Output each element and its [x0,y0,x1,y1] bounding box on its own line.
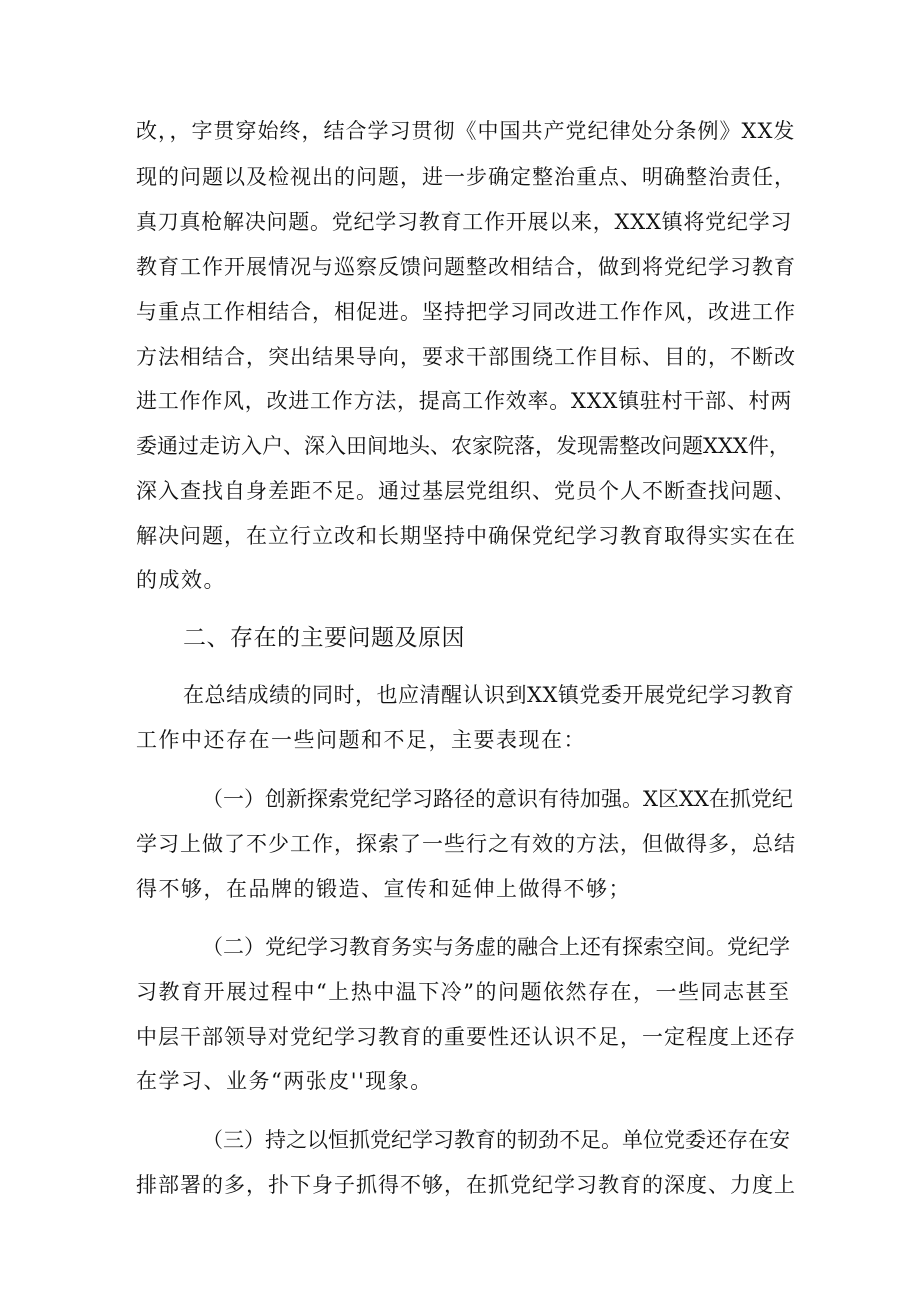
list-item-line: （一）创新探索党纪学习路径的意识有待加强。X区XX在抓党纪 [202,787,793,811]
list-item-line: 习教育开展过程中“上热中温下冷”的问题依然存在，一些同志甚至 [136,980,791,1004]
section-heading: 二、存在的主要问题及原因 [183,625,465,651]
list-item-line: 得不够，在品牌的锻造、宣传和延伸上做得不够； [136,877,631,901]
list-item-line: （三）持之以恒抓党纪学习教育的韧劲不足。单位党委还存在安 [202,1128,790,1152]
paragraph-line: 委通过走访入户、深入田间地头、农家院落，发现需整改问题XXX件， [136,434,790,458]
list-item-line: 在学习、业务“两张皮''现象。 [136,1069,433,1093]
list-item-line: 中层干部领导对党纪学习教育的重要性还认识不足，一定程度上还存 [136,1025,796,1049]
paragraph-line: 真刀真枪解决问题。党纪学习教育工作开展以来，XXX镇将党纪学习 [136,210,793,234]
paragraph-line: 现的问题以及检视出的问题，进一步确定整治重点、明确整治责任， [136,165,796,189]
paragraph-line: 与重点工作相结合，相促进。坚持把学习同改进工作作风，改进工作 [136,300,796,324]
paragraph-line: 工作中还存在一些问题和不足，主要表现在： [136,728,586,752]
paragraph-line: 教育工作开展情况与巡察反馈问题整改相结合，做到将党纪学习教育 [136,255,796,279]
list-item-line: 排部署的多，扑下身子抓得不够，在抓党纪学习教育的深度、力度上 [136,1173,796,1197]
paragraph-line: 解决问题，在立行立改和长期坚持中确保党纪学习教育取得实实在在 [136,524,796,548]
paragraph-line: 改，，字贯穿始终，结合学习贯彻《中国共产党纪律处分条例》XX发 [136,119,796,143]
paragraph-line: 在总结成绩的同时，也应清醒认识到XX镇党委开展党纪学习教育 [183,683,795,707]
paragraph-line: 的成效。 [136,568,226,592]
paragraph-line: 方法相结合，突出结果导向，要求干部围绕工作目标、目的，不断改 [136,345,796,369]
list-item-line: 学习上做了不少工作，探索了一些行之有效的方法，但做得多，总结 [136,832,796,856]
list-item-line: （二）党纪学习教育务实与务虚的融合上还有探索空间。党纪学 [202,935,790,959]
paragraph-line: 进工作作风，改进工作方法，提高工作效率。XXX镇驻村干部、村两 [136,389,793,413]
paragraph-line: 深入查找自身差距不足。通过基层党组织、党员个人不断查找问题、 [136,479,796,503]
